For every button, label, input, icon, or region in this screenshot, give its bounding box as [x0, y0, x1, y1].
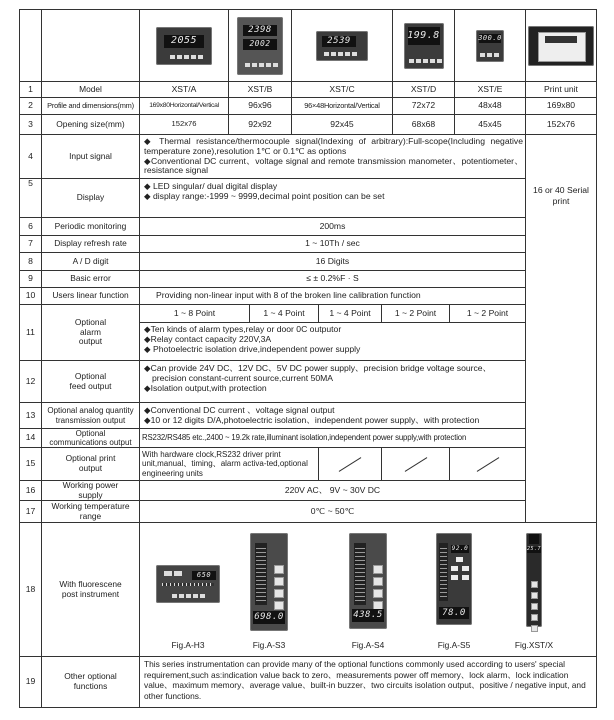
- input-signal-line: ◆ Thermal resistance/thermocouple signal(Indexing of arbitrary):Full-scope(Including negative temperature zone),resolution 1℃ or 0.1℃ as options: [144, 135, 523, 156]
- feed-line: ◆Isolation output,with protection: [144, 382, 267, 393]
- cell-alarm-output: [139, 322, 526, 361]
- instrument-icon: [404, 23, 444, 69]
- cell-opening: 152x76: [139, 114, 229, 135]
- fig-a-s5-instrument-icon: [436, 533, 472, 625]
- device-image-print-unit: [525, 9, 597, 82]
- label-line: post instrument: [61, 588, 120, 599]
- row-label-print-output: [41, 447, 140, 481]
- label-line: Working power: [62, 480, 119, 490]
- label-line: Optional: [75, 428, 106, 438]
- cell-fluorescene-figures: [139, 522, 597, 657]
- printer-panel: [538, 32, 586, 62]
- cell-temperature: 0℃ ~ 50℃: [139, 500, 526, 523]
- label-line: Optional analog quantity: [47, 406, 134, 416]
- row-label-linear-function: Users linear function: [41, 287, 140, 305]
- label-line: range: [79, 510, 102, 521]
- row-label-alarm-output: [41, 304, 140, 361]
- row-label-opening: Opening size(mm): [41, 114, 140, 135]
- feed-line: precision constant-current source,current 50MA: [152, 372, 334, 383]
- cell-refresh-rate: 1 ~ 10Th / sec: [139, 235, 526, 253]
- print-output-na-xst-d: [381, 447, 450, 481]
- label-line: With fluorescene: [59, 578, 122, 589]
- label-line: output: [78, 463, 103, 473]
- row-number: 2: [19, 97, 42, 115]
- fig-xst-x-instrument-icon: [526, 533, 542, 627]
- printer-icon: [528, 26, 594, 66]
- row-label-temperature: [41, 500, 140, 523]
- row-number: 10: [19, 287, 42, 305]
- cell-feed-output: [139, 360, 526, 403]
- row-number: 7: [19, 235, 42, 253]
- fig-a-s4-instrument-icon: [349, 533, 387, 629]
- device-display: 2055: [164, 35, 204, 48]
- instrument-icon: [316, 31, 368, 61]
- instrument-icon: [476, 30, 504, 62]
- slash-mark: [339, 457, 362, 472]
- row-number: 15: [19, 447, 42, 481]
- device-image-xst-c: [291, 9, 393, 82]
- row-number: 19: [19, 656, 42, 708]
- alarm-points-xst-e: 1 ~ 2 Point: [449, 304, 526, 323]
- slash-mark: [404, 457, 427, 472]
- row-number: 5: [19, 178, 42, 218]
- device-display: 300.0: [478, 33, 502, 42]
- cell-model: XST/A: [139, 81, 229, 98]
- row-number: 8: [19, 252, 42, 271]
- print-unit-serial-print: 16 or 40 Serial print: [533, 185, 589, 207]
- device-display: 650: [192, 571, 216, 580]
- device-image-xst-d: [392, 9, 455, 82]
- row-label-display: Display: [41, 178, 140, 218]
- device-display: 199.8: [408, 27, 440, 45]
- device-display: 438.5: [353, 610, 383, 621]
- cell-model: XST/E: [454, 81, 526, 98]
- row-number: 18: [19, 522, 42, 657]
- device-display-top: 92.0: [451, 544, 469, 552]
- device-display: 698.0: [254, 612, 284, 623]
- device-image-xst-b: [228, 9, 292, 82]
- cell-analog-output: [139, 402, 526, 429]
- row-number: 4: [19, 134, 42, 179]
- device-image-xst-a: [139, 9, 229, 82]
- cell-model: Print unit: [525, 81, 597, 98]
- alarm-line: ◆Ten kinds of alarm types,relay or door 0C outputor: [144, 324, 342, 334]
- label-line: alarm: [80, 326, 101, 337]
- cell-basic-error: ≤ ± 0.2%F · S: [139, 270, 526, 288]
- analog-line: ◆10 or 12 digits D/A,photoelectric isolation、independent power supply、with protection: [144, 414, 480, 425]
- cell-display: [139, 178, 526, 218]
- cell-power-supply: 220V AC、 9V ~ 30V DC: [139, 480, 526, 501]
- row-number: 11: [19, 304, 42, 361]
- label-line: output: [78, 336, 103, 347]
- input-signal-line: ◆Conventional DC current、voltage signal and remote transmission manometer、potentiometer、resistance signal: [144, 155, 523, 176]
- feed-line: ◆Can provide 24V DC、12V DC、5V DC power supply、precision bridge voltage source、: [144, 363, 492, 373]
- label-line: Optional: [74, 317, 107, 328]
- row-number: 16: [19, 480, 42, 501]
- row-label-communications: [41, 428, 140, 448]
- instrument-icon: [237, 17, 283, 75]
- row-number: 6: [19, 217, 42, 236]
- cell-profile: 72x72: [392, 97, 455, 115]
- label-line: Other optional: [64, 671, 117, 682]
- cell-model: XST/C: [291, 81, 393, 98]
- row-label-power-supply: [41, 480, 140, 501]
- label-line: supply: [78, 489, 103, 500]
- row-label-input-signal: Input signal: [41, 134, 140, 179]
- device-display-2: 2002: [243, 39, 277, 50]
- device-display: 25.7: [526, 546, 542, 553]
- cell-opening: 92x45: [291, 114, 393, 135]
- label-line: Optional: [74, 370, 107, 381]
- analog-line: ◆Conventional DC current 、voltage signal output: [144, 404, 335, 415]
- cell-ad-digit: 16 Digits: [139, 252, 526, 271]
- alarm-line: ◆Relay contact capacity 220V,3A: [144, 333, 272, 344]
- fig-caption: Fig.XST/X: [514, 640, 554, 650]
- label-line: Optional print: [65, 453, 116, 464]
- cell-opening: 152x76: [525, 114, 597, 135]
- device-display: 78.0: [439, 607, 469, 619]
- cell-model: XST/D: [392, 81, 455, 98]
- row-number: 9: [19, 270, 42, 288]
- label-line: feed output: [69, 380, 112, 391]
- label-line: functions: [73, 681, 108, 691]
- instrument-icon: [156, 27, 212, 65]
- display-line: ◆ display range:-1999 ~ 9999,decimal point position can be set: [144, 190, 385, 201]
- header-corner-label: [41, 9, 140, 82]
- row-number: 12: [19, 360, 42, 403]
- label-line: communications output: [49, 438, 132, 447]
- fig-a-h3-instrument-icon: [156, 565, 220, 603]
- row-label-analog-output: [41, 402, 140, 429]
- cell-profile: 96×48Horizontal/Vertical: [291, 97, 393, 115]
- fig-caption: Fig.A-S5: [437, 640, 471, 650]
- row-label-other-functions: [41, 656, 140, 708]
- cell-communications: RS232/RS485 etc.,2400 ~ 19.2k rate,illuminant isolation,independent power supply,with protection: [139, 428, 526, 448]
- label-line: transmission output: [55, 415, 126, 425]
- row-label-refresh-rate: Display refresh rate: [41, 235, 140, 253]
- fig-caption: Fig.A-H3: [171, 640, 205, 650]
- device-display: 2539: [322, 36, 356, 47]
- cell-other-functions: This series instrumentation can provide many of the optional functions commonly used according to users' special requirement,such as:indication value back to zero、measurements power off memory、lock alarm、lock indication value、maximum memory、average value、built-in buzzer、two circuits isolation output、positive / negative input, and other functions.: [139, 656, 597, 708]
- cell-periodic-monitoring: 200ms: [139, 217, 526, 236]
- row-label-fluorescene: [41, 522, 140, 657]
- cell-profile: 169x80: [525, 97, 597, 115]
- label-line: Working temperature: [51, 500, 130, 511]
- print-output-na-xst-e: [449, 447, 526, 481]
- alarm-points-xst-a: 1 ~ 8 Point: [139, 304, 250, 323]
- row-number: 1: [19, 81, 42, 98]
- row-label-periodic-monitoring: Periodic monitoring: [41, 217, 140, 236]
- cell-input-signal: [139, 134, 526, 179]
- cell-profile: 48x48: [454, 97, 526, 115]
- row-number: 14: [19, 428, 42, 448]
- alarm-line: ◆ Photoelectric isolation drive,independent power supply: [144, 343, 361, 354]
- row-label-ad-digit: A / D digit: [41, 252, 140, 271]
- cell-opening: 92x92: [228, 114, 292, 135]
- row-label-profile: Profile and dimensions(mm): [41, 97, 140, 115]
- cell-opening: 68x68: [392, 114, 455, 135]
- device-image-xst-e: [454, 9, 526, 82]
- fig-caption: Fig.A-S4: [351, 640, 385, 650]
- print-unit-merged-cell: [525, 134, 597, 523]
- cell-print-output: With hardware clock,RS232 driver print unit,manual、timing、alarm activa-ted,optional engineering units: [139, 447, 319, 481]
- alarm-points-xst-b: 1 ~ 4 Point: [249, 304, 319, 323]
- header-corner-num: [19, 9, 42, 82]
- alarm-points-xst-d: 1 ~ 2 Point: [381, 304, 450, 323]
- row-number: 13: [19, 402, 42, 429]
- alarm-points-xst-c: 1 ~ 4 Point: [318, 304, 382, 323]
- cell-profile: 169x80Horizontal/Vertical: [139, 97, 229, 115]
- slash-mark: [476, 457, 499, 472]
- row-label-model: Model: [41, 81, 140, 98]
- print-output-na-xst-c: [318, 447, 382, 481]
- row-label-basic-error: Basic error: [41, 270, 140, 288]
- fig-a-s3-instrument-icon: [250, 533, 288, 631]
- cell-opening: 45x45: [454, 114, 526, 135]
- row-label-feed-output: [41, 360, 140, 403]
- row-number: 3: [19, 114, 42, 135]
- cell-profile: 96x96: [228, 97, 292, 115]
- fig-caption: Fig.A-S3: [252, 640, 286, 650]
- cell-model: XST/B: [228, 81, 292, 98]
- cell-linear-function: Providing non-linear input with 8 of the broken line calibration function: [139, 287, 526, 305]
- device-display: 2398: [243, 25, 277, 36]
- display-line: ◆ LED singular/ dual digital display: [144, 181, 278, 191]
- row-number: 17: [19, 500, 42, 523]
